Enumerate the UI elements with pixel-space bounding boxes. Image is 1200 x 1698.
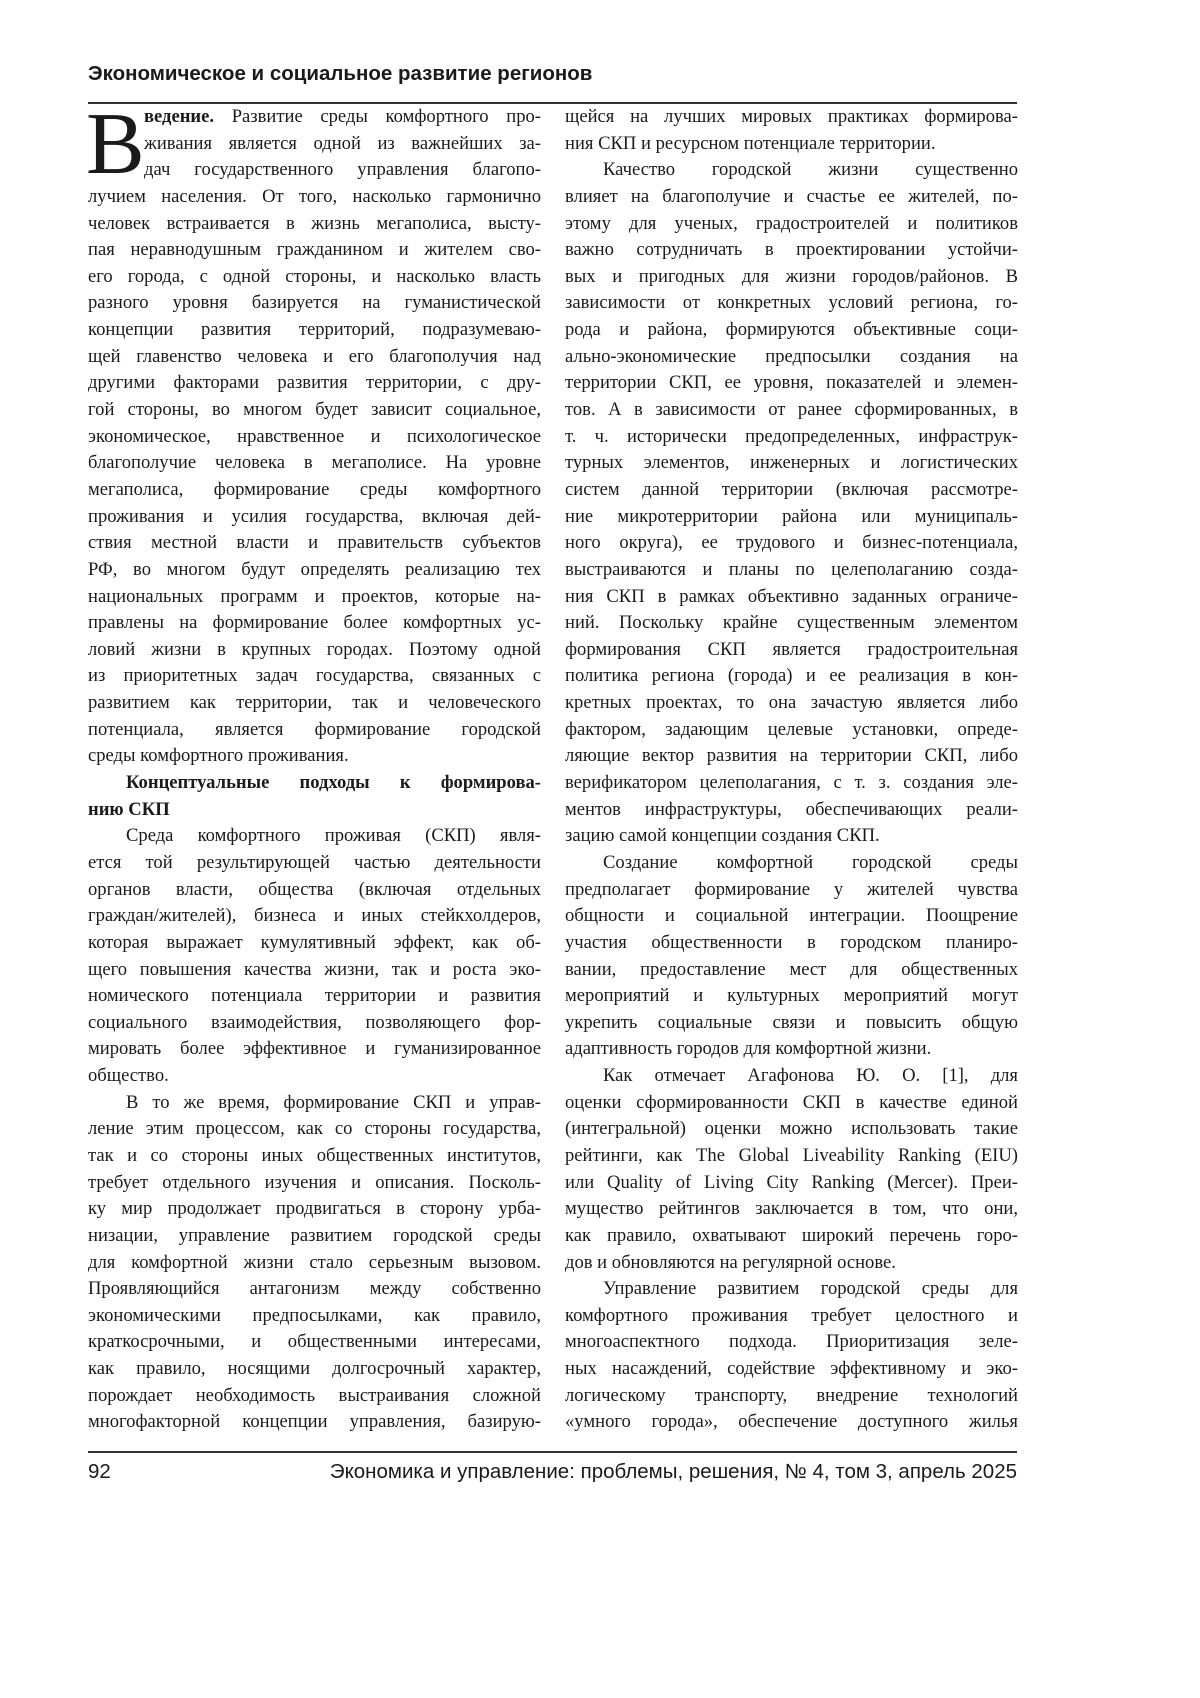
text-line: Проявляющийся антагонизм между собственно: [88, 1276, 541, 1303]
text-line: оценки сформированности СКП в качестве единой: [565, 1090, 1018, 1117]
text-line: ние микротерритории района или муниципаль-: [565, 504, 1018, 531]
text-line: общество.: [88, 1063, 541, 1090]
text-line: гой стороны, во многом будет зависит социальное,: [88, 397, 541, 424]
text-line: В то же время, формирование СКП и управ-: [88, 1090, 541, 1117]
paragraph: [565, 850, 1018, 1063]
lead-word: ведение.: [144, 106, 214, 127]
text-line: правлены на формирование более комфортных ус-: [88, 610, 541, 637]
text-line: ного округа), ее трудового и бизнес-потенциала,: [565, 530, 1018, 557]
text-line: выстраиваются и планы по целеполаганию созда-: [565, 557, 1018, 584]
text-line: дач государственного управления благопо-: [88, 157, 541, 184]
text-line: лучием населения. От того, насколько гармонично: [88, 184, 541, 211]
text-line: ния СКП в рамках объективно заданных ограниче-: [565, 584, 1018, 611]
text-line: порождает необходимость выстраивания сложной: [88, 1383, 541, 1410]
text-line: благополучие человека в мегаполисе. На уровне: [88, 450, 541, 477]
text-line: многофакторной концепции управления, базирую-: [88, 1409, 541, 1436]
text-line: адаптивность городов для комфортной жизни.: [565, 1036, 1018, 1063]
drop-cap: В: [86, 108, 145, 182]
text-line: экономическими предпосылками, как правило,: [88, 1303, 541, 1330]
text-line: требует отдельного изучения и описания. Посколь-: [88, 1170, 541, 1197]
text-line: пая неравнодушным гражданином и жителем сво-: [88, 237, 541, 264]
text-line: краткосрочными, и общественными интересами,: [88, 1329, 541, 1356]
text-line: как правило, охватывают широкий перечень горо-: [565, 1223, 1018, 1250]
text-line: дов и обновляются на регулярной основе.: [565, 1250, 1018, 1277]
text-line: ально-экономические предпосылки создания на: [565, 344, 1018, 371]
text-line: логическому транспорту, внедрение технологий: [565, 1383, 1018, 1410]
text-line: другими факторами развития территории, с дру-: [88, 370, 541, 397]
page-number: 92: [88, 1460, 111, 1484]
text-line: рейтинги, как The Global Liveability Ranking (EIU): [565, 1143, 1018, 1170]
text-line: его города, с одной стороны, и насколько власть: [88, 264, 541, 291]
footer-rule: [88, 1451, 1017, 1453]
text-line: или Quality of Living City Ranking (Mercer). Преи-: [565, 1170, 1018, 1197]
text-line: систем данной территории (включая рассмотре-: [565, 477, 1018, 504]
text-line: зависимости от конкретных условий региона, го-: [565, 290, 1018, 317]
text-line: территории СКП, ее уровня, показателей и элемен-: [565, 370, 1018, 397]
text-line: верификатором целеполагания, с т. з. создания эле-: [565, 770, 1018, 797]
text-line: потенциала, является формирование городской: [88, 717, 541, 744]
paragraph: [565, 157, 1018, 850]
text-line: политика региона (города) и ее реализация в кон-: [565, 663, 1018, 690]
text-line: граждан/жителей), бизнеса и иных стейкхолдеров,: [88, 903, 541, 930]
text-line: этому для ученых, градостроителей и политиков: [565, 211, 1018, 238]
text-line: укрепить социальные связи и повысить общую: [565, 1010, 1018, 1037]
text-line: турных элементов, инженерных и логистических: [565, 450, 1018, 477]
paragraph: [565, 104, 1018, 157]
text-line: ных насаждений, содействие эффективному и эко-: [565, 1356, 1018, 1383]
text-line: участия общественности в городском планиро-: [565, 930, 1018, 957]
text-line: Как отмечает Агафонова Ю. О. [1], для: [565, 1063, 1018, 1090]
text-line: проживания и усилия государства, включая дей-: [88, 504, 541, 531]
text-line: так и со стороны иных общественных институтов,: [88, 1143, 541, 1170]
text-line: которая выражает кумулятивный эффект, как об-: [88, 930, 541, 957]
text-line: Создание комфортной городской среды: [565, 850, 1018, 877]
text-line: Качество городской жизни существенно: [565, 157, 1018, 184]
text-line: Среда комфортного проживая (СКП) явля-: [88, 823, 541, 850]
text-line: мущество рейтингов заключается в том, что они,: [565, 1196, 1018, 1223]
text-line: мероприятий и культурных мероприятий могут: [565, 983, 1018, 1010]
text-line: [88, 104, 541, 131]
text-line: т. ч. исторически предопределенных, инфраструк-: [565, 424, 1018, 451]
text-line: вании, предоставление мест для общественных: [565, 957, 1018, 984]
text-line: разного уровня базируется на гуманистической: [88, 290, 541, 317]
paragraph: [565, 1063, 1018, 1276]
paragraph: [88, 104, 541, 770]
text-line: из приоритетных задач государства, связанных с: [88, 663, 541, 690]
text-line: общности и социальной интеграции. Поощрение: [565, 903, 1018, 930]
text-line: рода и района, формируются объективные соци-: [565, 317, 1018, 344]
text-line: экономическое, нравственное и психологическое: [88, 424, 541, 451]
text-line: ление этим процессом, как со стороны государства,: [88, 1116, 541, 1143]
text-line: органов власти, общества (включая отдельных: [88, 877, 541, 904]
text-line: важно сотрудничать в проектировании устойчи-: [565, 237, 1018, 264]
text-line: низации, управление развитием городской среды: [88, 1223, 541, 1250]
text-line: Концептуальные подходы к формирова-: [88, 770, 541, 797]
section-heading: [88, 770, 541, 823]
text-line: человек встраивается в жизнь мегаполиса, высту-: [88, 211, 541, 238]
text-line: живания является одной из важнейших за-: [88, 131, 541, 158]
text-line: концепции развития территорий, подразумеваю-: [88, 317, 541, 344]
text-line: ствия местной власти и правительств субъектов: [88, 530, 541, 557]
text-line: мегаполиса, формирование среды комфортного: [88, 477, 541, 504]
text-line: зацию самой концепции создания СКП.: [565, 823, 1018, 850]
text-line: (интегральной) оценки можно использовать такие: [565, 1116, 1018, 1143]
text-line: щего повышения качества жизни, так и роста эко-: [88, 957, 541, 984]
text-line: «умного города», обеспечение доступного жилья: [565, 1409, 1018, 1436]
text-line: Управление развитием городской среды для: [565, 1276, 1018, 1303]
text-line: влияет на благополучие и счастье ее жителей, по-: [565, 184, 1018, 211]
running-header: Экономическое и социальное развитие регионов: [88, 62, 592, 86]
text-line: ментов инфраструктуры, обеспечивающих реали-: [565, 797, 1018, 824]
column-left: [88, 104, 541, 1436]
text-line: социального взаимодействия, позволяющего фор-: [88, 1010, 541, 1037]
text-line: ний. Поскольку крайне существенным элементом: [565, 610, 1018, 637]
text-line: как правило, носящими долгосрочный характер,: [88, 1356, 541, 1383]
text-line: вых и пригодных для жизни городов/районов. В: [565, 264, 1018, 291]
text-line: предполагает формирование у жителей чувства: [565, 877, 1018, 904]
text-line: формирования СКП является градостроительная: [565, 637, 1018, 664]
text-line: национальных программ и проектов, которые на-: [88, 584, 541, 611]
text-line: РФ, во многом будут определять реализацию тех: [88, 557, 541, 584]
text-line: многоаспектного подхода. Приоритизация зеле-: [565, 1329, 1018, 1356]
column-right: [565, 104, 1018, 1436]
text-line: развитием как территории, так и человеческого: [88, 690, 541, 717]
text-line: кретных проектах, то она зачастую является либо: [565, 690, 1018, 717]
text-line: номического потенциала территории и развития: [88, 983, 541, 1010]
line-text: Развитие среды комфортного про-: [214, 106, 541, 127]
text-line: ния СКП и ресурсном потенциале территории.: [565, 131, 1018, 158]
paragraph: [88, 1090, 541, 1436]
text-line: ловий жизни в крупных городах. Поэтому одной: [88, 637, 541, 664]
text-line: комфортного проживания требует целостного и: [565, 1303, 1018, 1330]
text-line: щей главенство человека и его благополучия над: [88, 344, 541, 371]
text-line: мировать более эффективное и гуманизированное: [88, 1036, 541, 1063]
text-line: ку мир продолжает продвигаться в сторону урба-: [88, 1196, 541, 1223]
journal-footer: Экономика и управление: проблемы, решения, № 4, том 3, апрель 2025: [330, 1460, 1017, 1484]
text-line: для комфортной жизни стало серьезным вызовом.: [88, 1250, 541, 1277]
paragraph: [565, 1276, 1018, 1436]
text-line: щейся на лучших мировых практиках формирова-: [565, 104, 1018, 131]
text-line: тов. А в зависимости от ранее сформированных, в: [565, 397, 1018, 424]
text-line: фактором, задающим целевые установки, опреде-: [565, 717, 1018, 744]
text-line: среды комфортного проживания.: [88, 743, 541, 770]
text-line: ляющие вектор развития на территории СКП, либо: [565, 743, 1018, 770]
text-line: нию СКП: [88, 797, 541, 824]
paragraph: [88, 823, 541, 1089]
text-line: ется той результирующей частью деятельности: [88, 850, 541, 877]
